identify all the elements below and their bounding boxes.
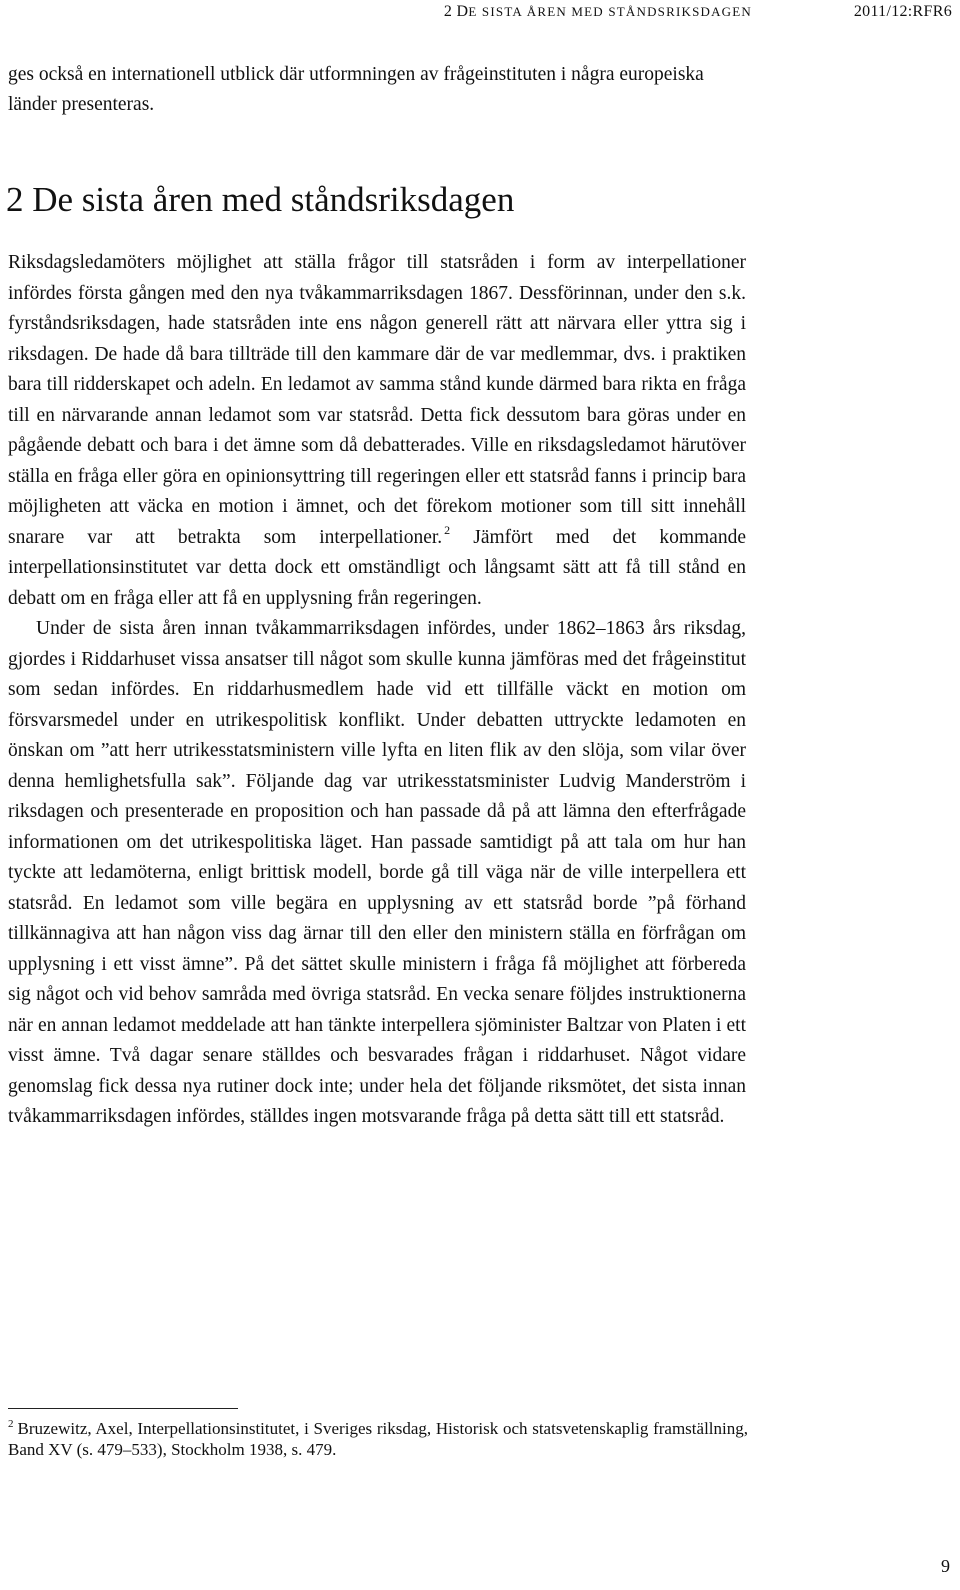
paragraph-2: Under de sista åren innan tvåkammarriksdagen infördes, under 1862–1863 års riksdag, gjordes i Riddarhuset vissa ansatser till något som skulle kunna jämföras med det frågeinstitut som sedan infördes. En riddarhusmedlem hade vid ett tillfälle väckt en motion om försvarsmedel under en utrikespolitisk konflikt. Under debatten uttryckte ledamoten en önskan om ”att herr utrikesstatsministern ville lyfta en liten flik av den slöja, som vilar över denna hemlighetsfulla sak”. Följande dag var utrikesstatsminister Ludvig Manderström i riksdagen och presenterade en proposition och han passade då på att lämna den efterfrågade informationen om det utrikespolitiska läget. Han passade samtidigt på att tala om hur han tyckte att ledamöterna, enligt brittisk modell, borde gå till väga när de ville interpellera ett statsråd. En ledamot som ville begära en upplysning av ett statsråd borde ”på förhand tillkännagiva att han någon viss dag ärnar till den eller den ministern ställa en förfrågan om upplysning i ett visst ämne”. På det sättet skulle ministern i fråga få möjlighet att förbereda sig något och vid behov samråda med övriga statsråd. En vecka senare följdes instruktionerna när en annan ledamot meddelade att han tänkte interpellera sjöminister Baltzar von Platen i ett visst ämne. Två dagar senare ställdes och besvarades frågan i riddarhuset. Något vidare genomslag fick dessa nya rutiner dock inte; under hela det följande riksmötet, det sista innan tvåkammarriksdagen infördes, ställdes ingen motsvarande fråga på detta sätt till ett statsråd. xyxy=(8,618,746,1127)
footnote-divider xyxy=(8,1408,238,1409)
paragraph-1 xyxy=(8,248,746,614)
paragraph-1-continuation: Jämfört med det kommande interpellationsinstitutet var detta dock ett omständligt och långsamt sätt att få till stånd en debatt om en fråga eller att få en upplysning från regeringen. xyxy=(8,526,746,609)
running-header xyxy=(0,0,960,30)
running-title-rest: E SISTA ÅREN MED STÅNDSRIKSDAGEN xyxy=(468,4,752,19)
running-title xyxy=(444,3,752,21)
chapter-title: 2 De sista åren med ståndsriksdagen xyxy=(6,180,515,219)
intro-text: ges också en internationell utblick där utformningen av frågeinstituten i några europeiska länder presenteras. xyxy=(8,64,704,115)
footnote xyxy=(8,1418,748,1460)
running-title-initial: D xyxy=(456,3,469,20)
page-number: 9 xyxy=(941,1556,950,1576)
footnote-number: 2 xyxy=(8,1418,14,1430)
body-text xyxy=(8,248,746,1133)
document-id: 2011/12:RFR6 xyxy=(853,3,952,20)
running-title-number: 2 xyxy=(443,3,457,20)
paragraph-1-text: Riksdagsledamöters möjlighet att ställa frågor till statsråden i form av interpellationer infördes första gången med den nya tvåkammarriksdagen 1867. Dessförinnan, under den s.k. fyrståndsriksdagen, hade statsråden inte ens någon generell rätt att närvara eller yttra sig i riksdagen. De hade då bara tillträde till den kammare där de var medlemmar, dvs. i praktiken bara till ridderskapet och adeln. En ledamot av samma stånd kunde därmed bara rikta en fråga till en närvarande annan ledamot som var statsråd. Detta fick dessutom bara göras under en pågående debatt och bara i det ämne som då debatterades. Ville en riksdagsledamot härutöver ställa en fråga eller göra en opinionsyttring till regeringen eller ett statsråd fanns i princip bara möjligheten att väcka en motion i ämnet, och det förekom motioner som till sitt innehåll snarare var att betrakta som interpellationer. xyxy=(8,252,746,548)
footnote-reference[interactable]: 2 xyxy=(444,522,451,537)
footnote-text: Bruzewitz, Axel, Interpellationsinstitutet, i Sveriges riksdag, Historisk och statsvetenskaplig framställning, Band XV (s. 479–533), Stockholm 1938, s. 479. xyxy=(8,1419,748,1459)
